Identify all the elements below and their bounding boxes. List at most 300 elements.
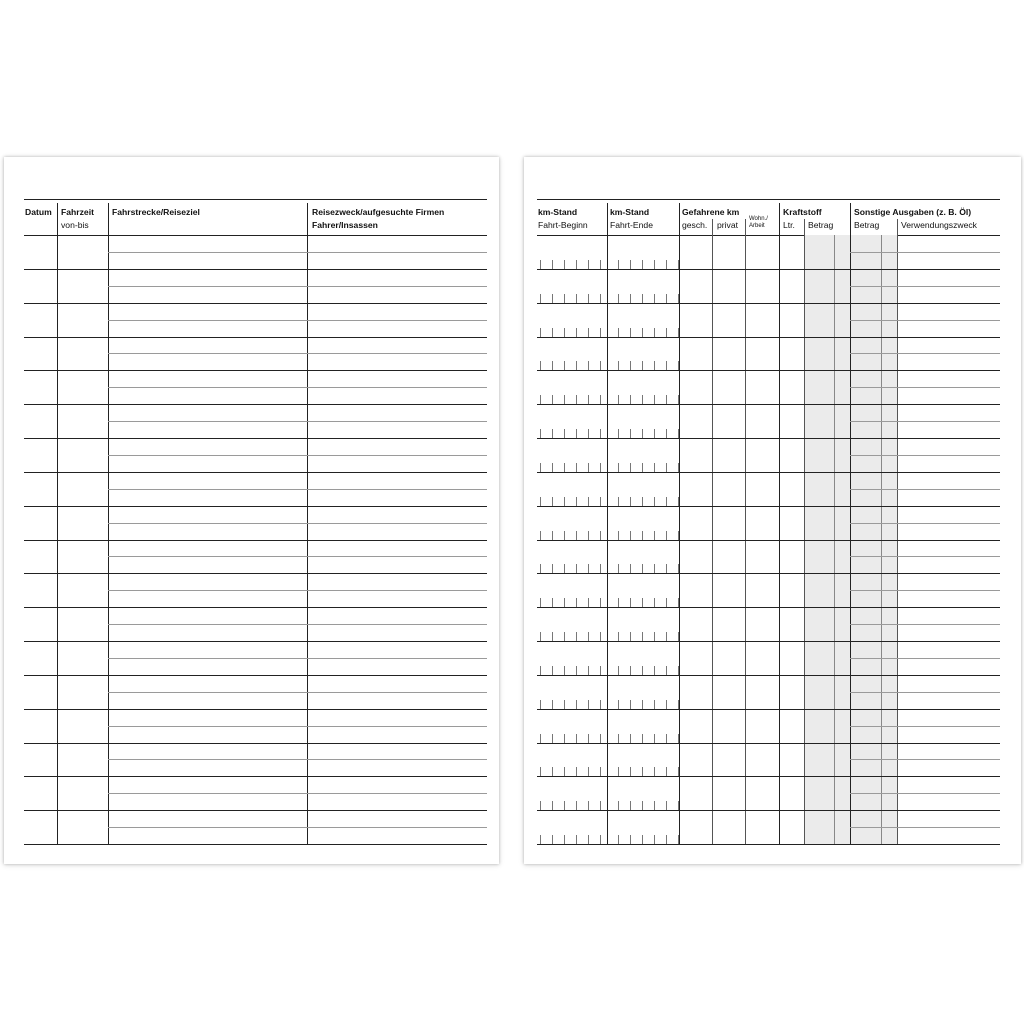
odometer-tick-beginn — [540, 328, 541, 337]
odometer-tick-ende — [666, 497, 667, 506]
odometer-tick-beginn — [540, 395, 541, 404]
col-header-fahrstrecke: Fahrstrecke/Reiseziel — [112, 207, 200, 217]
odometer-tick-ende — [654, 598, 655, 607]
odometer-tick-beginn — [588, 395, 589, 404]
odometer-tick-ende — [642, 598, 643, 607]
row-writing-line — [108, 590, 487, 591]
row-divider — [537, 438, 1000, 439]
odometer-tick-ende — [654, 734, 655, 743]
odometer-tick-beginn — [540, 835, 541, 844]
col-subheader-arbeit: Arbeit — [749, 223, 765, 229]
row-writing-line — [108, 489, 487, 490]
column-divider-betrag-sonstige — [897, 219, 898, 844]
row-writing-line — [850, 353, 1000, 354]
odometer-tick-beginn — [552, 835, 553, 844]
odometer-tick-beginn — [540, 632, 541, 641]
row-writing-line — [850, 658, 1000, 659]
odometer-tick-beginn — [540, 260, 541, 269]
odometer-tick-ende — [654, 531, 655, 540]
row-writing-line — [108, 286, 487, 287]
row-divider — [537, 743, 1000, 744]
odometer-tick-beginn — [540, 734, 541, 743]
odometer-tick-beginn — [564, 767, 565, 776]
odometer-tick-beginn — [540, 429, 541, 438]
odometer-tick-beginn — [552, 531, 553, 540]
odometer-tick-beginn — [540, 361, 541, 370]
row-divider — [24, 675, 487, 676]
odometer-tick-ende — [678, 598, 679, 607]
odometer-tick-ende — [666, 666, 667, 675]
odometer-tick-ende — [666, 463, 667, 472]
odometer-tick-beginn — [552, 666, 553, 675]
odometer-tick-ende — [618, 734, 619, 743]
odometer-tick-ende — [678, 801, 679, 810]
odometer-tick-beginn — [552, 260, 553, 269]
odometer-tick-ende — [666, 328, 667, 337]
odometer-tick-ende — [678, 734, 679, 743]
odometer-tick-ende — [678, 632, 679, 641]
odometer-tick-beginn — [564, 361, 565, 370]
odometer-tick-ende — [618, 835, 619, 844]
row-writing-line — [108, 252, 487, 253]
odometer-tick-ende — [618, 260, 619, 269]
odometer-tick-ende — [630, 801, 631, 810]
odometer-tick-beginn — [588, 531, 589, 540]
col-subheader-verwendungszweck: Verwendungszweck — [901, 220, 977, 230]
odometer-tick-ende — [642, 463, 643, 472]
odometer-tick-ende — [618, 632, 619, 641]
row-writing-line — [108, 793, 487, 794]
row-writing-line — [850, 455, 1000, 456]
row-writing-line — [850, 624, 1000, 625]
odometer-tick-ende — [618, 666, 619, 675]
row-divider — [537, 303, 1000, 304]
row-writing-line — [108, 455, 487, 456]
row-divider — [24, 573, 487, 574]
odometer-tick-ende — [618, 429, 619, 438]
odometer-tick-ende — [618, 531, 619, 540]
row-writing-line — [850, 827, 1000, 828]
col-header-sonstige-ausgaben: Sonstige Ausgaben (z. B. Öl) — [854, 207, 972, 217]
row-divider — [24, 472, 487, 473]
row-divider — [24, 540, 487, 541]
col-header-datum: Datum — [25, 207, 52, 217]
odometer-tick-ende — [642, 564, 643, 573]
row-writing-line — [850, 523, 1000, 524]
odometer-tick-ende — [618, 463, 619, 472]
row-divider — [537, 370, 1000, 371]
odometer-tick-beginn — [576, 429, 577, 438]
odometer-tick-beginn — [552, 361, 553, 370]
odometer-tick-ende — [642, 294, 643, 303]
odometer-tick-ende — [666, 260, 667, 269]
row-divider — [24, 404, 487, 405]
odometer-tick-beginn — [588, 463, 589, 472]
odometer-tick-beginn — [564, 531, 565, 540]
odometer-tick-ende — [630, 700, 631, 709]
left-page-grid — [4, 157, 499, 864]
odometer-tick-beginn — [564, 429, 565, 438]
odometer-tick-ende — [630, 395, 631, 404]
row-divider — [24, 506, 487, 507]
odometer-tick-ende — [678, 463, 679, 472]
row-writing-line — [850, 692, 1000, 693]
odometer-tick-beginn — [540, 700, 541, 709]
odometer-tick-ende — [618, 361, 619, 370]
odometer-tick-beginn — [588, 801, 589, 810]
row-writing-line — [108, 523, 487, 524]
odometer-tick-beginn — [564, 294, 565, 303]
row-writing-line — [850, 793, 1000, 794]
odometer-tick-ende — [654, 835, 655, 844]
odometer-tick-beginn — [600, 429, 601, 438]
odometer-tick-beginn — [564, 328, 565, 337]
row-divider — [24, 743, 487, 744]
odometer-tick-beginn — [576, 497, 577, 506]
odometer-tick-beginn — [564, 598, 565, 607]
header-top-rule — [537, 199, 1000, 200]
col-subheader-ltr: Ltr. — [783, 220, 795, 230]
row-divider — [537, 540, 1000, 541]
col-subheader-fahrt-ende: Fahrt-Ende — [610, 220, 653, 230]
odometer-tick-beginn — [564, 835, 565, 844]
odometer-tick-ende — [642, 632, 643, 641]
row-writing-line — [850, 421, 1000, 422]
odometer-tick-ende — [618, 395, 619, 404]
column-group-divider — [679, 203, 680, 844]
odometer-tick-beginn — [576, 531, 577, 540]
row-writing-line — [850, 726, 1000, 727]
odometer-tick-beginn — [540, 463, 541, 472]
row-writing-line — [108, 726, 487, 727]
odometer-tick-ende — [666, 531, 667, 540]
row-writing-line — [108, 556, 487, 557]
row-writing-line — [850, 387, 1000, 388]
odometer-tick-ende — [678, 361, 679, 370]
odometer-tick-beginn — [564, 564, 565, 573]
odometer-tick-ende — [642, 835, 643, 844]
odometer-tick-beginn — [540, 294, 541, 303]
odometer-tick-beginn — [588, 666, 589, 675]
odometer-tick-beginn — [576, 564, 577, 573]
odometer-tick-beginn — [552, 497, 553, 506]
odometer-tick-ende — [654, 564, 655, 573]
row-divider — [537, 337, 1000, 338]
row-divider — [537, 776, 1000, 777]
odometer-tick-ende — [630, 564, 631, 573]
row-divider — [24, 844, 487, 845]
odometer-tick-beginn — [600, 801, 601, 810]
odometer-tick-ende — [630, 294, 631, 303]
odometer-tick-ende — [630, 767, 631, 776]
row-writing-line — [108, 624, 487, 625]
row-divider — [537, 810, 1000, 811]
odometer-tick-beginn — [552, 294, 553, 303]
odometer-tick-ende — [654, 767, 655, 776]
row-writing-line — [850, 590, 1000, 591]
odometer-tick-ende — [618, 564, 619, 573]
odometer-tick-ende — [642, 700, 643, 709]
col-subheader-betrag-kraftstoff: Betrag — [808, 220, 834, 230]
row-divider — [537, 573, 1000, 574]
odometer-tick-ende — [630, 598, 631, 607]
odometer-tick-beginn — [588, 328, 589, 337]
odometer-tick-beginn — [576, 395, 577, 404]
logbook-right-page — [524, 157, 1021, 864]
row-divider — [537, 404, 1000, 405]
odometer-tick-ende — [654, 429, 655, 438]
odometer-tick-beginn — [600, 328, 601, 337]
row-divider — [537, 269, 1000, 270]
odometer-tick-ende — [630, 632, 631, 641]
odometer-tick-ende — [666, 395, 667, 404]
row-writing-line — [850, 759, 1000, 760]
col-subheader-betrag-sonstige: Betrag — [854, 220, 880, 230]
odometer-tick-ende — [678, 294, 679, 303]
odometer-tick-ende — [678, 531, 679, 540]
odometer-tick-ende — [630, 429, 631, 438]
col-header-gefahrene-km: Gefahrene km — [682, 207, 740, 217]
odometer-tick-ende — [642, 361, 643, 370]
odometer-tick-ende — [618, 497, 619, 506]
odometer-tick-beginn — [576, 801, 577, 810]
odometer-tick-beginn — [588, 497, 589, 506]
odometer-tick-beginn — [564, 801, 565, 810]
odometer-tick-beginn — [552, 564, 553, 573]
odometer-tick-beginn — [600, 531, 601, 540]
odometer-tick-beginn — [588, 734, 589, 743]
odometer-tick-ende — [666, 361, 667, 370]
odometer-tick-beginn — [564, 700, 565, 709]
odometer-tick-beginn — [576, 835, 577, 844]
odometer-tick-beginn — [576, 666, 577, 675]
header-bottom-rule — [24, 235, 487, 236]
odometer-tick-ende — [654, 294, 655, 303]
odometer-tick-beginn — [576, 598, 577, 607]
row-divider — [537, 472, 1000, 473]
odometer-tick-ende — [642, 395, 643, 404]
row-writing-line — [850, 286, 1000, 287]
row-writing-line — [108, 759, 487, 760]
odometer-tick-beginn — [552, 395, 553, 404]
odometer-tick-beginn — [576, 294, 577, 303]
odometer-tick-ende — [654, 361, 655, 370]
row-writing-line — [108, 421, 487, 422]
odometer-tick-beginn — [600, 598, 601, 607]
odometer-tick-ende — [666, 632, 667, 641]
odometer-tick-beginn — [564, 632, 565, 641]
odometer-tick-ende — [630, 531, 631, 540]
row-divider — [24, 709, 487, 710]
row-writing-line — [850, 320, 1000, 321]
row-writing-line — [850, 489, 1000, 490]
col-subheader-von-bis: von-bis — [61, 220, 89, 230]
odometer-tick-ende — [678, 767, 679, 776]
odometer-tick-beginn — [576, 328, 577, 337]
row-writing-line — [850, 252, 1000, 253]
odometer-tick-ende — [630, 666, 631, 675]
col-header-reisezweck: Reisezweck/aufgesuchte Firmen — [312, 207, 445, 217]
row-divider — [24, 370, 487, 371]
row-divider — [537, 641, 1000, 642]
odometer-tick-ende — [654, 632, 655, 641]
odometer-tick-ende — [642, 429, 643, 438]
odometer-tick-ende — [642, 497, 643, 506]
col-subheader-fahrt-beginn: Fahrt-Beginn — [538, 220, 588, 230]
odometer-tick-ende — [678, 564, 679, 573]
odometer-tick-beginn — [588, 294, 589, 303]
odometer-tick-beginn — [564, 463, 565, 472]
row-divider — [24, 810, 487, 811]
col-header-fahrer: Fahrer/Insassen — [312, 220, 378, 230]
odometer-tick-beginn — [600, 395, 601, 404]
odometer-tick-ende — [654, 463, 655, 472]
row-writing-line — [108, 827, 487, 828]
odometer-tick-ende — [642, 531, 643, 540]
odometer-tick-beginn — [552, 429, 553, 438]
odometer-tick-beginn — [588, 429, 589, 438]
odometer-tick-ende — [630, 463, 631, 472]
odometer-tick-ende — [678, 429, 679, 438]
odometer-tick-ende — [642, 767, 643, 776]
odometer-tick-beginn — [564, 260, 565, 269]
odometer-tick-ende — [678, 835, 679, 844]
odometer-tick-ende — [678, 260, 679, 269]
odometer-tick-ende — [642, 666, 643, 675]
odometer-tick-ende — [666, 700, 667, 709]
odometer-tick-beginn — [576, 361, 577, 370]
odometer-tick-ende — [666, 429, 667, 438]
odometer-tick-beginn — [540, 666, 541, 675]
odometer-tick-ende — [666, 801, 667, 810]
odometer-tick-ende — [654, 666, 655, 675]
odometer-tick-ende — [678, 666, 679, 675]
odometer-tick-ende — [642, 260, 643, 269]
odometer-tick-beginn — [600, 463, 601, 472]
col-header-fahrzeit: Fahrzeit — [61, 207, 94, 217]
odometer-tick-beginn — [576, 734, 577, 743]
row-divider — [537, 844, 1000, 845]
odometer-tick-ende — [618, 598, 619, 607]
odometer-tick-ende — [678, 700, 679, 709]
column-divider-privat — [745, 219, 746, 844]
row-divider — [24, 269, 487, 270]
odometer-tick-ende — [618, 767, 619, 776]
odometer-tick-beginn — [552, 328, 553, 337]
row-divider — [537, 607, 1000, 608]
odometer-tick-beginn — [564, 734, 565, 743]
row-divider — [537, 506, 1000, 507]
odometer-tick-beginn — [588, 361, 589, 370]
right-page-grid — [524, 157, 1021, 864]
row-divider — [537, 675, 1000, 676]
odometer-tick-ende — [630, 361, 631, 370]
odometer-tick-ende — [654, 700, 655, 709]
col-subheader-privat: privat — [717, 220, 739, 230]
col-header-kraftstoff: Kraftstoff — [783, 207, 822, 217]
odometer-tick-ende — [618, 294, 619, 303]
odometer-tick-ende — [666, 835, 667, 844]
odometer-tick-beginn — [600, 294, 601, 303]
odometer-tick-ende — [654, 260, 655, 269]
row-writing-line — [850, 556, 1000, 557]
odometer-tick-beginn — [552, 801, 553, 810]
row-writing-line — [108, 387, 487, 388]
column-group-divider — [607, 203, 608, 844]
odometer-tick-beginn — [588, 700, 589, 709]
row-divider — [24, 607, 487, 608]
odometer-tick-ende — [618, 328, 619, 337]
odometer-tick-ende — [654, 801, 655, 810]
odometer-tick-ende — [654, 328, 655, 337]
row-divider — [24, 776, 487, 777]
odometer-tick-beginn — [540, 564, 541, 573]
odometer-tick-beginn — [576, 260, 577, 269]
column-divider-gesch — [712, 219, 713, 844]
odometer-tick-beginn — [552, 700, 553, 709]
odometer-tick-beginn — [576, 463, 577, 472]
row-writing-line — [108, 320, 487, 321]
column-group-divider — [779, 203, 780, 844]
odometer-tick-ende — [642, 734, 643, 743]
column-divider-ltr — [804, 219, 805, 844]
odometer-tick-beginn — [552, 598, 553, 607]
odometer-tick-ende — [630, 260, 631, 269]
col-header-km-stand-ende: km-Stand — [610, 207, 650, 217]
odometer-tick-beginn — [600, 564, 601, 573]
row-writing-line — [108, 353, 487, 354]
odometer-tick-ende — [630, 497, 631, 506]
col-subheader-gesch: gesch. — [682, 220, 708, 230]
col-subheader-wohn: Wohn./ — [749, 216, 768, 222]
row-writing-line — [108, 692, 487, 693]
odometer-tick-beginn — [564, 497, 565, 506]
odometer-tick-beginn — [600, 361, 601, 370]
odometer-tick-beginn — [588, 564, 589, 573]
odometer-tick-beginn — [588, 632, 589, 641]
odometer-tick-beginn — [600, 666, 601, 675]
odometer-tick-beginn — [600, 734, 601, 743]
odometer-tick-ende — [630, 734, 631, 743]
odometer-tick-beginn — [540, 767, 541, 776]
row-divider — [537, 709, 1000, 710]
odometer-tick-beginn — [540, 497, 541, 506]
odometer-tick-beginn — [588, 835, 589, 844]
odometer-tick-beginn — [600, 260, 601, 269]
odometer-tick-beginn — [576, 700, 577, 709]
odometer-tick-ende — [654, 395, 655, 404]
row-writing-line — [108, 658, 487, 659]
odometer-tick-ende — [630, 328, 631, 337]
odometer-tick-beginn — [600, 767, 601, 776]
row-divider — [24, 337, 487, 338]
odometer-tick-beginn — [600, 700, 601, 709]
odometer-tick-ende — [678, 328, 679, 337]
odometer-tick-beginn — [600, 497, 601, 506]
odometer-tick-ende — [630, 835, 631, 844]
odometer-tick-ende — [642, 328, 643, 337]
col-header-km-stand-beginn: km-Stand — [538, 207, 578, 217]
odometer-tick-ende — [666, 564, 667, 573]
odometer-tick-ende — [654, 497, 655, 506]
odometer-tick-ende — [642, 801, 643, 810]
odometer-tick-beginn — [552, 734, 553, 743]
odometer-tick-beginn — [540, 598, 541, 607]
odometer-tick-ende — [666, 294, 667, 303]
odometer-tick-beginn — [588, 767, 589, 776]
row-divider — [24, 641, 487, 642]
odometer-tick-ende — [666, 734, 667, 743]
